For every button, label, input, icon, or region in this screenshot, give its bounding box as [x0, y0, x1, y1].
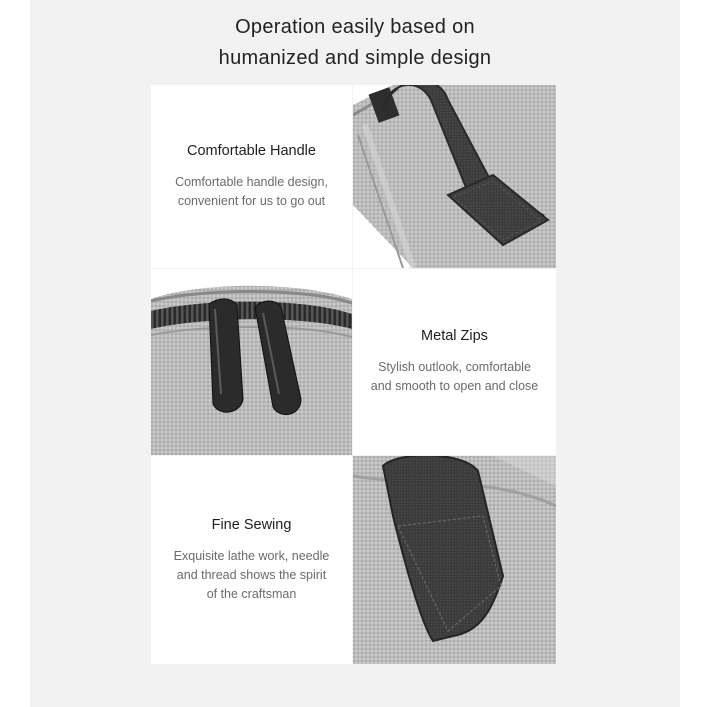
feature-description: Exquisite lathe work, needle and thread shows the spirit of the craftsman — [173, 548, 330, 601]
handle-photo — [353, 85, 556, 268]
feature-sewing-text — [151, 456, 352, 664]
sewing-photo — [353, 456, 556, 664]
feature-handle-text — [151, 85, 352, 268]
feature-title: Comfortable Handle — [187, 142, 316, 159]
feature-description: Comfortable handle design, convenient for us to go out — [175, 174, 328, 208]
feature-title: Metal Zips — [421, 328, 488, 344]
zips-illustration — [151, 269, 352, 455]
feature-title: Fine Sewing — [211, 516, 292, 533]
headline-line-2: humanized and simple design — [218, 47, 492, 69]
feature-zips-text — [353, 269, 556, 455]
page-headline — [30, 12, 680, 74]
sewing-illustration — [353, 456, 556, 664]
feature-description: Stylish outlook, comfortable and smooth to open and close — [370, 360, 539, 393]
handle-illustration — [353, 85, 556, 268]
zips-photo — [151, 269, 352, 455]
headline-line-1: Operation easily based on — [235, 16, 475, 38]
